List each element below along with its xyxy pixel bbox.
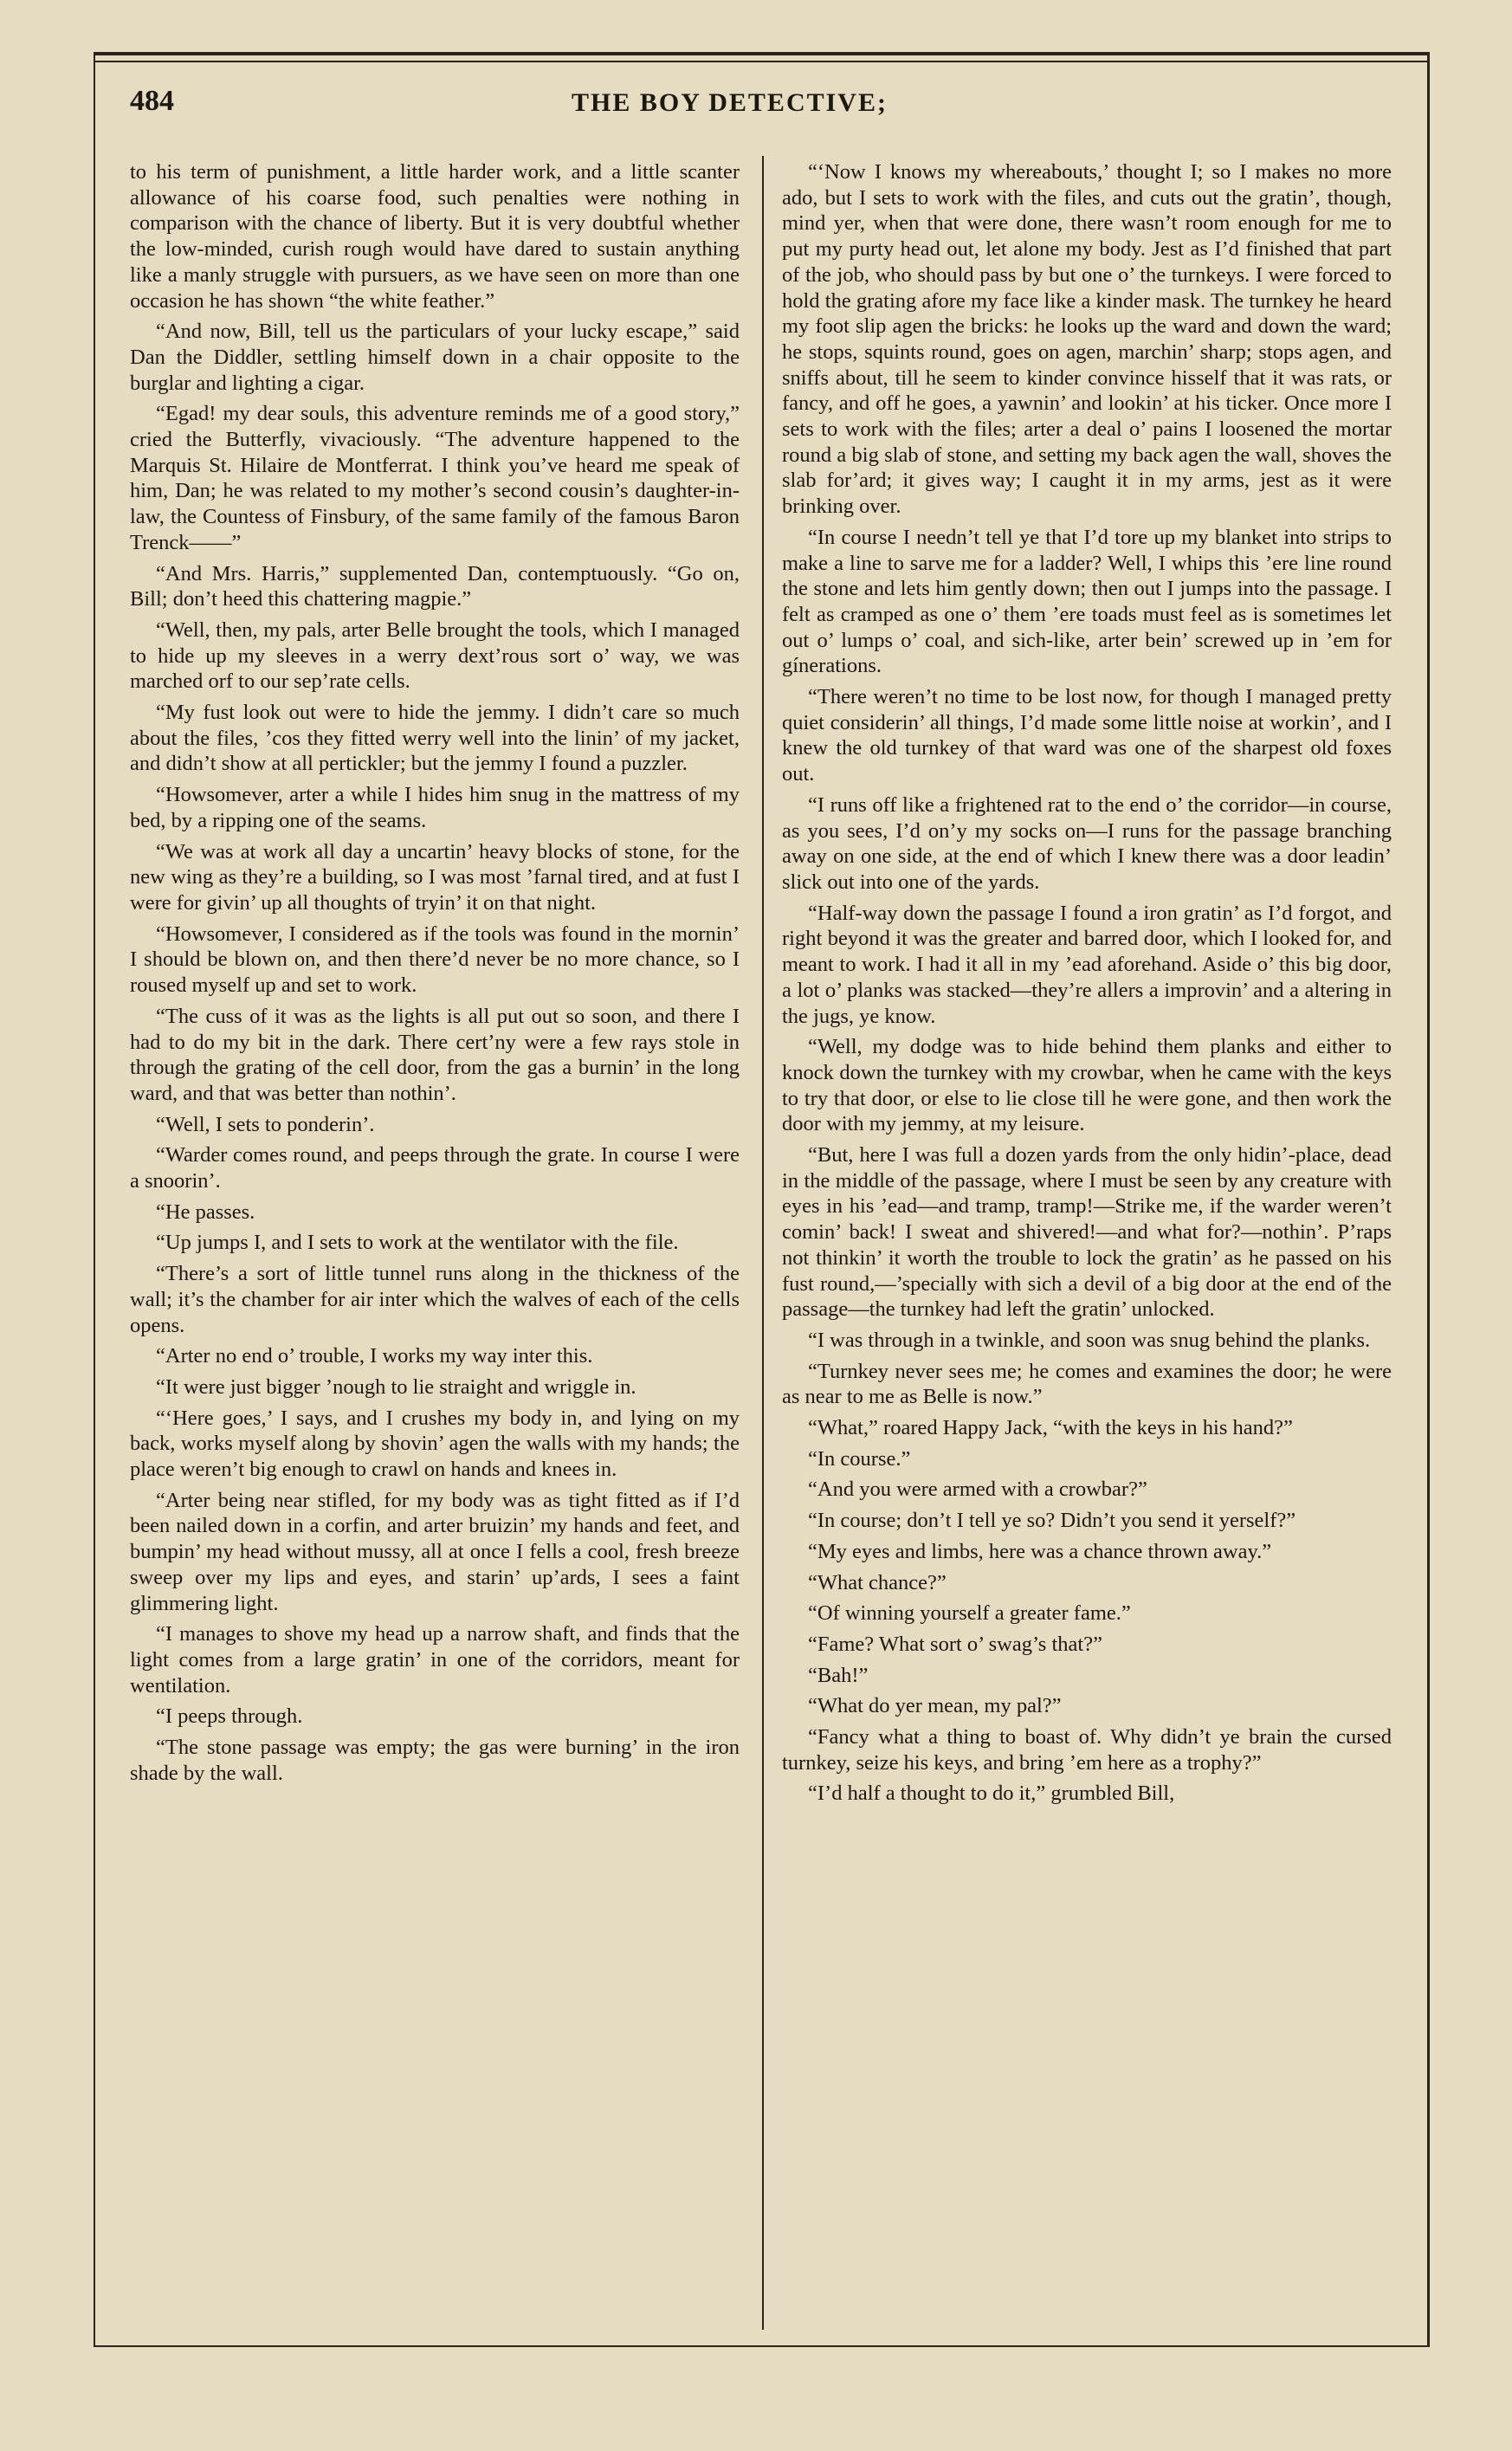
paragraph: “But, here I was full a dozen yards from the only hidin’-place, dead in the middle of the passage, where I must be seen by any creature with eyes in his ’ead—and tramp, tramp!—Strike me, if the warder weren’t comin’ back! I sweat and shivered!—and what for?—nothin’. P’raps not thinkin’ it worth the trouble to lock the gratin’ as he passed on his fust round,—’specially with sich a devil of a big door at the end of the passage—the turnkey had left the gratin’ unlocked. [782, 1143, 1392, 1322]
right-column [782, 159, 1392, 1812]
left-border [94, 52, 95, 2347]
column-divider [762, 156, 764, 2330]
paragraph: “What chance?” [808, 1570, 947, 1594]
top-rule-thin [95, 61, 1429, 62]
paragraph: “I’d half a thought to do it,” grumbled Bill, [808, 1782, 1175, 1806]
paragraph: to his term of punishment, a little harder work, and a little scanter allowance of his coarse food, such penalties were nothing in comparison with the chance of liberty. But it is very doubtful whether the low-minded, curish rough would have dared to sustain anything like a manly struggle with pursuers, as we have seen on more than one occasion he has shown “the white feather.” [130, 160, 740, 313]
paragraph: “There weren’t no time to be lost now, for though I managed pretty quiet considerin’ all things, I’d made some little noise at workin’, and I knew the old turnkey of that ward was one of the sharpest old foxes out. [782, 685, 1392, 786]
paragraph: “Arter being near stifled, for my body was as tight fitted as if I’d been nailed down in a corfin, and arter bruizin’ my hands and feet, and bumpin’ my head without mussy, all at once I fells a cool, fresh breeze sweep over my lips and eyes, and starin’ up’ards, I sees a faint glimmering light. [130, 1488, 740, 1615]
paragraph: “Howsomever, arter a while I hides him snug in the mattress of my bed, by a ripping one of the seams. [130, 783, 740, 832]
paragraph: “What,” roared Happy Jack, “with the keys in his hand?” [808, 1416, 1293, 1440]
paragraph: “In course.” [808, 1446, 911, 1471]
paragraph: “And you were armed with a crowbar?” [808, 1478, 1147, 1502]
paragraph: “Warder comes round, and peeps through the grate. In course I were a snoorin’. [130, 1143, 740, 1193]
paragraph: “Egad! my dear souls, this adventure reminds me of a good story,” cried the Butterfly, vivaciously. “The adventure happened to the Marquis St. Hilaire de Montferrat. I think you’ve heard me speak of him, Dan; he was related to my mother’s second cousin’s daughter-in-law, the Countess of Finsbury, of the same family of the famous Baron Trenck——” [130, 402, 740, 554]
paragraph: “Howsomever, I considered as if the tools was found in the mornin’ I should be blown on, and then there’d never be no more chance, so I roused myself up and set to work. [130, 922, 740, 998]
paragraph: “Up jumps I, and I sets to work at the wentilator with the file. [156, 1231, 679, 1255]
paragraph: “Fancy what a thing to boast of. Why didn’t ye brain the cursed turnkey, seize his keys, and bring ’em here as a trophy?” [782, 1725, 1392, 1775]
paragraph: “Bah!” [808, 1663, 869, 1687]
paragraph: “What do yer mean, my pal?” [808, 1694, 1062, 1718]
page-header [130, 85, 1412, 137]
paragraph: “Well, then, my pals, arter Belle brought the tools, which I managed to hide up my sleeves in a werry dext’rous sort o’ way, we was marched orf to our sep’rate cells. [130, 618, 740, 694]
paragraph: “Fame? What sort o’ swag’s that?” [808, 1632, 1102, 1656]
left-column [130, 159, 740, 1791]
paragraph: “In course I needn’t tell ye that I’d tore up my blanket into strips to make a line to sarve me for a ladder? Well, I whips this ’ere line round the stone and lets him gently down; then out I jumps into the passage. I felt as cramped as one o’ them ’ere toads must feel as is sometimes let out o’ lumps o’ coal, and sich-like, arter bein’ screwed up in ’em for gínerations. [782, 525, 1392, 678]
paragraph: “Of winning yourself a greater fame.” [808, 1601, 1131, 1626]
paragraph: “My fust look out were to hide the jemmy. I didn’t care so much about the files, ’cos they fitted werry well into the linin’ of my jacket, and didn’t show at all pertickler; but the jemmy I found a puzzler. [130, 701, 740, 776]
running-title: THE BOY DETECTIVE; [572, 88, 888, 117]
paragraph: “The stone passage was empty; the gas were burning’ in the iron shade by the wall. [130, 1736, 740, 1785]
paragraph: “I was through in a twinkle, and soon was snug behind the planks. [808, 1328, 1371, 1352]
paragraph: “I runs off like a frightened rat to the end o’ the corridor—in course, as you sees, I’d on’y my socks on—I runs for the passage branching away on one side, at the end of which I knew there was a door leadin’ slick out into one of the yards. [782, 792, 1392, 894]
page-number: 484 [130, 85, 174, 117]
right-border [1427, 52, 1430, 2347]
paragraph: “He passes. [156, 1200, 255, 1224]
paragraph: “I manages to shove my head up a narrow shaft, and finds that the light comes from a large gratin’ in one of the corridors, meant for wentilation. [130, 1622, 740, 1698]
paragraph: “It were just bigger ’nough to lie straight and wriggle in. [156, 1374, 636, 1399]
paragraph: “Arter no end o’ trouble, I works my way inter this. [156, 1344, 593, 1368]
paragraph: “‘Now I knows my whereabouts,’ thought I; so I makes no more ado, but I sets to work with the files, and cuts out the gratin’, though, mind yer, when that were done, there wasn’t room enough for me to put my purty head out, let alone my body. Jest as I’d finished that part of the job, who should pass by but one o’ the turnkeys. I were forced to hold the grating afore my face like a kinder mask. The turnkey he heard my foot slip agen the bricks: he looks up the ward and down the ward; he stops, squints round, goes on agen, marchin’ sharp; stops agen, and sniffs about, till he seem to kinder convince hisself that it was rats, or fancy, and off he goes, a yawnin’ and lookin’ at his ticker. Once more I sets to work with the files; arter a deal o’ pains I loosened the mortar round a big slab of stone, and setting my back agen the wall, shoves the slab for’ard; it gives way; I caught it in my arms, jest as it were brinking over. [782, 160, 1392, 519]
paragraph: “There’s a sort of little tunnel runs along in the thickness of the wall; it’s the chamber for air inter which the walves of each of the cells opens. [130, 1262, 740, 1337]
paragraph: “Turnkey never sees me; he comes and examines the door; he were as near to me as Belle is now.” [782, 1359, 1392, 1409]
paragraph: “Well, I sets to ponderin’. [156, 1112, 375, 1136]
paragraph: “And Mrs. Harris,” supplemented Dan, contemptuously. “Go on, Bill; don’t heed this chattering magpie.” [130, 561, 740, 611]
paragraph: “And now, Bill, tell us the particulars of your lucky escape,” said Dan the Diddler, settling himself down in a chair opposite to the burglar and lighting a cigar. [130, 320, 740, 395]
paragraph: “My eyes and limbs, here was a chance thrown away.” [808, 1539, 1272, 1563]
bottom-rule [94, 2345, 1430, 2347]
paragraph: “The cuss of it was as the lights is all put out so soon, and there I had to do my bit in the dark. There cert’ny were a few rays stole in through the grating of the cell door, from the gas a burnin’ in the long ward, and that was better than nothin’. [130, 1004, 740, 1105]
paragraph: “‘Here goes,’ I says, and I crushes my body in, and lying on my back, works myself along by shovin’ agen the walls with my hands; the place weren’t big enough to crawl on hands and knees in. [130, 1406, 740, 1482]
paragraph: “Well, my dodge was to hide behind them planks and either to knock down the turnkey with my crowbar, when he came with the keys to try that door, or else to lie close till he were gone, and then work the door with my jemmy, at my leisure. [782, 1035, 1392, 1136]
top-rule [95, 52, 1429, 55]
paragraph: “In course; don’t I tell ye so? Didn’t you send it yerself?” [808, 1509, 1296, 1533]
paragraph: “We was at work all day a uncartin’ heavy blocks of stone, for the new wing as they’re a building, so I was most ’farnal tired, and at fust I were for givin’ up all thoughts of tryin’ it on that night. [130, 839, 740, 915]
paragraph: “I peeps through. [156, 1704, 303, 1729]
paragraph: “Half-way down the passage I found a iron gratin’ as I’d forgot, and right beyond it was the greater and barred door, which I looked for, and meant to work. I had it all in my ’ead aforehand. Aside o’ this big door, a lot o’ planks was stacked—they’re allers a improvin’ and a altering in the jugs, ye know. [782, 901, 1392, 1028]
